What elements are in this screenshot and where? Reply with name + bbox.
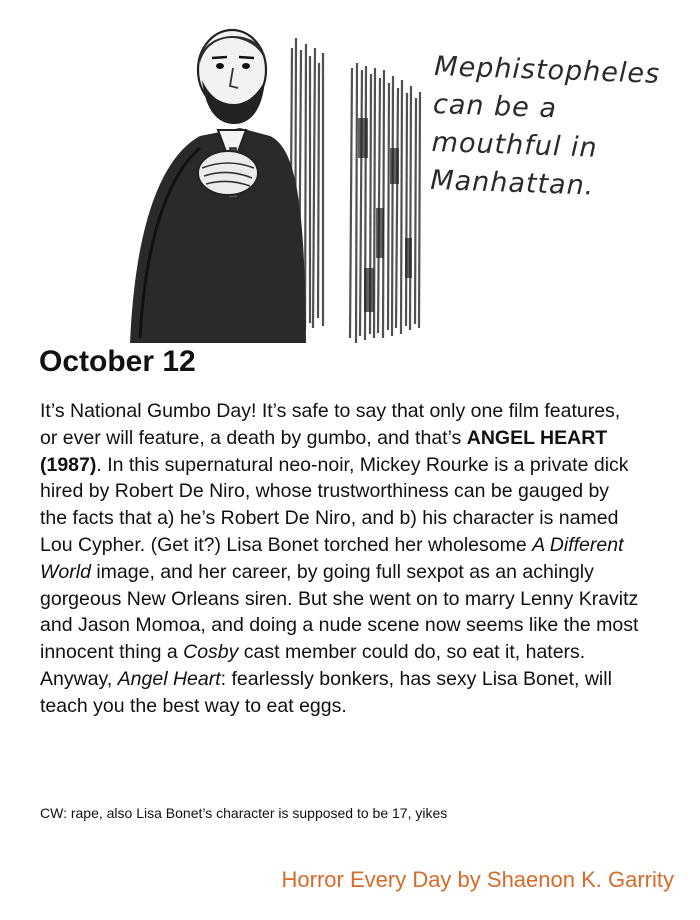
cosby-title: Cosby — [183, 641, 239, 664]
caption-line: Mephistopheles — [433, 50, 661, 90]
caption-line: Manhattan. — [429, 164, 595, 202]
content-warning: CW: rape, also Lisa Bonet’s character is supposed to be 17, yikes — [40, 805, 448, 821]
caption-line: can be a — [432, 88, 558, 125]
body-segment: image, and her career, by going full sexpot as an achingly gorgeous New Orleans siren. But she went on to marry Lenny Kravitz and Jason Momoa, and doing a nude scene now seems like the most innocent thing a — [40, 560, 639, 664]
body-segment: . In this supernatural neo-noir, Mickey Rourke is a private dick hired by Robert De Niro, whose trustworthiness can be gauged by the facts that a) he’s Robert De Niro, and b) his character is named Lou Cypher. (Get it?) Lisa Bonet torched her wholesome — [40, 453, 629, 556]
body-segment: It’s National Gumbo Day! It’s safe to say that only one film features, or ever will feature, a death by gumbo, and that’s — [40, 400, 621, 449]
wall-hatching — [290, 38, 420, 343]
comic-caption — [430, 48, 665, 208]
man-figure — [130, 30, 306, 343]
footer-credit: Horror Every Day by Shaenon K. Garrity — [281, 867, 674, 892]
body-segment: : fearlessly bonkers, has sexy Lisa Bonet, will teach you the best way to eat eggs. — [40, 667, 612, 717]
entry-body — [40, 398, 640, 720]
caption-line: mouthful in — [431, 126, 599, 164]
entry-date: October 12 — [39, 345, 196, 378]
body-segment: cast member could do, so eat it, haters. Anyway, — [40, 641, 586, 690]
angel-heart-title: Angel Heart — [117, 667, 221, 690]
film-title: ANGEL HEART (1987) — [40, 426, 608, 476]
show-title: A Different World — [40, 533, 624, 583]
